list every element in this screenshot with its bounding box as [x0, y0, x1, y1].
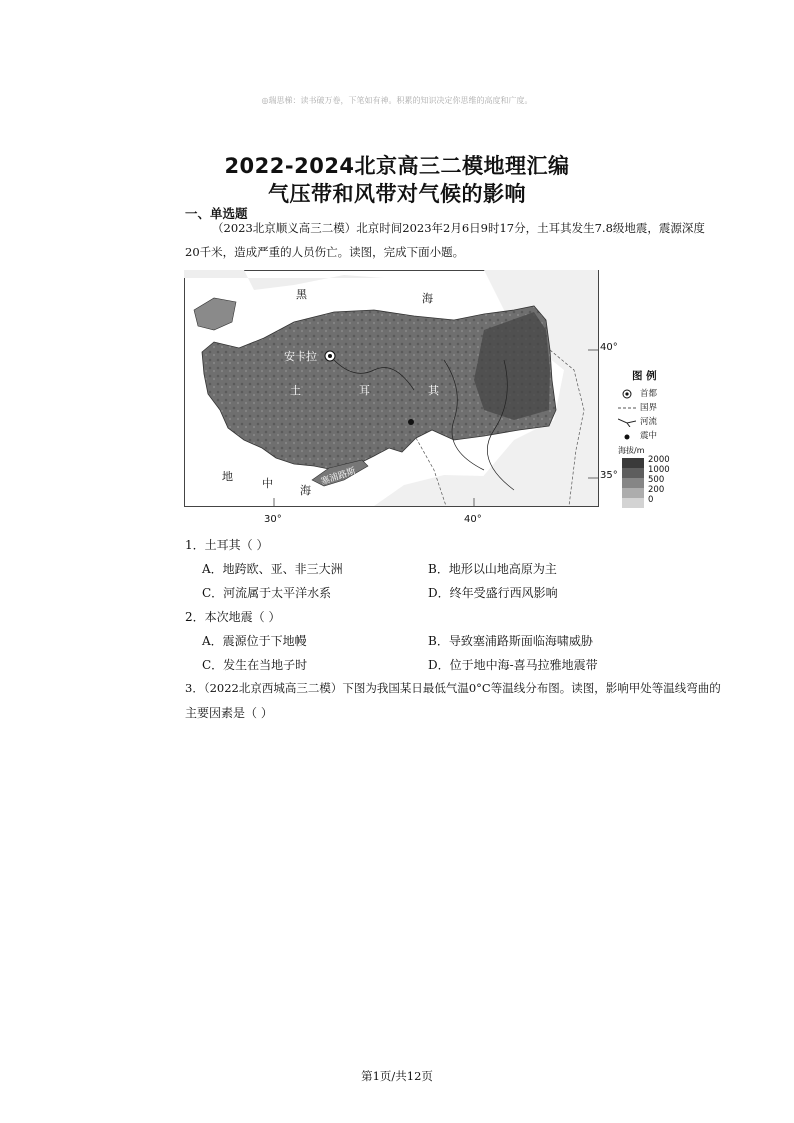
map-legend	[618, 368, 680, 512]
elevation-swatch-500	[622, 478, 644, 488]
elevation-label: 2000	[648, 455, 670, 465]
elevation-label: 200	[648, 485, 665, 495]
turkey-map	[184, 270, 618, 525]
lat-label-40: 40°	[600, 342, 618, 353]
map-label-med-1: 地	[222, 470, 233, 483]
elevation-swatch-0	[622, 498, 644, 508]
legend-epicenter: 震中	[640, 431, 658, 441]
q2-option-c: C．发生在当地子时	[202, 658, 308, 672]
map-label-black-sea-1: 黑	[296, 288, 307, 301]
river-symbol-icon	[618, 417, 636, 427]
page-footer: 第1页/共12页	[361, 1069, 433, 1083]
legend-elevation-title: 海拔/m	[618, 446, 645, 455]
epicenter-marker	[408, 419, 414, 425]
doc-title-line1: 2022-2024北京高三二模地理汇编	[224, 154, 570, 178]
legend-title: 图 例	[632, 370, 657, 382]
turkey-map-svg	[184, 270, 600, 510]
question-1-stem: 1．土耳其（ ）	[185, 538, 269, 552]
lat-label-35: 35°	[600, 470, 618, 481]
map-label-capital: 安卡拉	[284, 350, 317, 363]
elevation-swatch-2000	[622, 458, 644, 468]
intro-line2: 20千米，造成严重的人员伤亡。读图，完成下面小题。	[185, 245, 465, 259]
elevation-swatch-1000	[622, 468, 644, 478]
capital-symbol-icon	[622, 389, 632, 399]
section-heading: 一、单选题	[185, 206, 248, 221]
elevation-swatch-200	[622, 488, 644, 498]
map-label-cyprus: 塞浦路斯	[319, 466, 358, 488]
map-label-med-2: 中	[262, 477, 273, 490]
lon-label-30: 30°	[264, 514, 282, 525]
elevation-scale	[618, 455, 680, 510]
q2-option-b: B．导致塞浦路斯面临海啸威胁	[428, 634, 593, 648]
question-2-stem: 2．本次地震（ ）	[185, 610, 281, 624]
legend-river: 河流	[640, 417, 658, 427]
epicenter-symbol-icon	[623, 433, 631, 441]
map-label-turkey-1: 土	[290, 384, 301, 397]
lon-label-40: 40°	[464, 514, 482, 525]
q2-option-a: A．震源位于下地幔	[202, 634, 307, 648]
q1-option-d: D．终年受盛行西风影响	[428, 586, 558, 600]
header-motto: ◎瑞思梯：读书破万卷，下笔如有神。积累的知识决定你思维的高度和广度。	[261, 96, 533, 105]
q2-option-d: D．位于地中海-喜马拉雅地震带	[428, 658, 598, 672]
border-symbol-icon	[618, 406, 636, 410]
q1-option-b: B．地形以山地高原为主	[428, 562, 557, 576]
map-label-med-3: 海	[300, 484, 311, 497]
map-label-black-sea-2: 海	[422, 292, 433, 305]
q1-option-c: C．河流属于太平洋水系	[202, 586, 332, 600]
intro-line1: （2023北京顺义高三二模）北京时间2023年2月6日9时17分，土耳其发生7.8级地震，震源深度	[212, 221, 705, 235]
question-3-line1: 3．（2022北京西城高三二模）下图为我国某日最低气温0°C等温线分布图。读图，影响甲处等温线弯曲的	[185, 681, 721, 695]
elevation-label: 500	[648, 475, 665, 485]
q1-option-a: A．地跨欧、亚、非三大洲	[202, 562, 343, 576]
elevation-label: 1000	[648, 465, 670, 475]
map-label-turkey-3: 其	[428, 384, 439, 397]
elevation-label: 0	[648, 495, 654, 505]
legend-capital: 首都	[640, 389, 658, 399]
map-label-turkey-2: 耳	[359, 384, 370, 397]
question-3-line2: 主要因素是（ ）	[185, 706, 273, 720]
doc-title-line2: 气压带和风带对气候的影响	[268, 182, 526, 206]
capital-marker-dot	[328, 354, 332, 358]
legend-border: 国界	[640, 403, 658, 413]
